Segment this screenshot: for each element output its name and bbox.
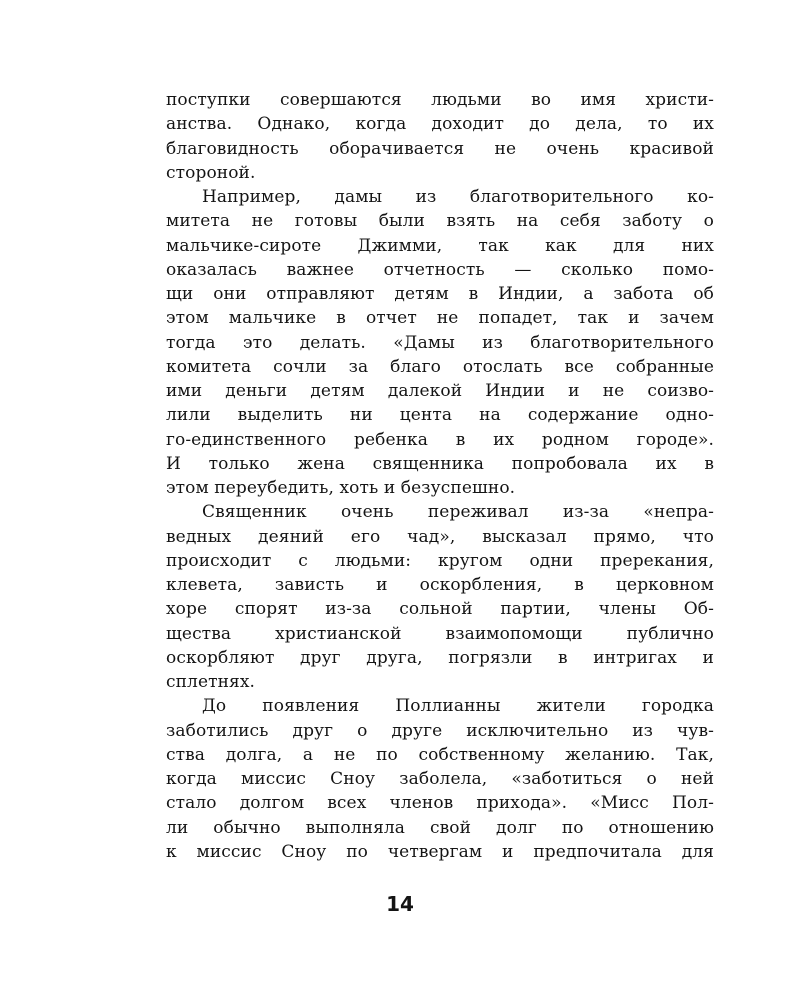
text-line: анства. Однако, когда доходит до дела, то их: [166, 114, 714, 135]
text-line: стало долгом всех членов прихода». «Мисс Пол-: [166, 793, 714, 814]
text-line: хоре спорят из-за сольной партии, члены Об-: [166, 599, 714, 620]
text-line: щи они отправляют детям в Индии, а забота об: [166, 284, 714, 304]
page-number: 14: [386, 892, 414, 916]
text-line: мальчике-сироте Джимми, так как для них: [166, 235, 714, 256]
text-line: ведных деяний его чад», высказал прямо, что: [166, 526, 714, 547]
text-line: оскорбляют друг друга, погрязли в интригах и: [166, 647, 714, 668]
text-line: стороной.: [166, 162, 256, 183]
text-line: происходит с людьми: кругом одни пререкания,: [166, 550, 714, 571]
text-line: щества христианской взаимопомощи публично: [166, 623, 714, 644]
text-line: ства долга, а не по собственному желанию. Так,: [166, 744, 714, 765]
text-line: к миссис Сноу по четвергам и предпочитала для: [166, 841, 714, 862]
text-line: И только жена священника попробовала их в: [166, 453, 714, 474]
text-line: го-единственного ребенка в их родном городе».: [166, 429, 714, 450]
text-line: Например, дамы из благотворительного ко-: [202, 187, 714, 207]
text-line: клевета, зависть и оскорбления, в церковном: [166, 575, 714, 595]
text-line: сплетнях.: [166, 672, 256, 692]
text-line: когда миссис Сноу заболела, «заботиться о ней: [166, 769, 714, 789]
text-line: комитета сочли за благо отослать все собранные: [166, 356, 714, 377]
text-line: поступки совершаются людьми во имя христи-: [166, 90, 714, 110]
text-line: ли обычно выполняла свой долг по отношению: [166, 817, 714, 838]
text-line: ими деньги детям далекой Индии и не соизво-: [166, 381, 714, 401]
text-line: благовидность оборачивается не очень красивой: [166, 138, 714, 159]
body-text: [166, 88, 714, 864]
text-line: этом мальчике в отчет не попадет, так и зачем: [166, 308, 714, 329]
text-line: заботились друг о друге исключительно из чув-: [166, 720, 714, 741]
text-line: митета не готовы были взять на себя заботу о: [166, 211, 714, 232]
text-line: оказалась важнее отчетность — сколько помо-: [166, 259, 714, 280]
text-line: тогда это делать. «Дамы из благотворительного: [166, 332, 714, 353]
text-line: лили выделить ни цента на содержание одно-: [166, 405, 714, 426]
text-line: Священник очень переживал из-за «непра-: [202, 502, 714, 523]
text-line: До появления Поллианны жители городка: [202, 696, 714, 717]
text-line: этом переубедить, хоть и безуспешно.: [166, 478, 516, 498]
